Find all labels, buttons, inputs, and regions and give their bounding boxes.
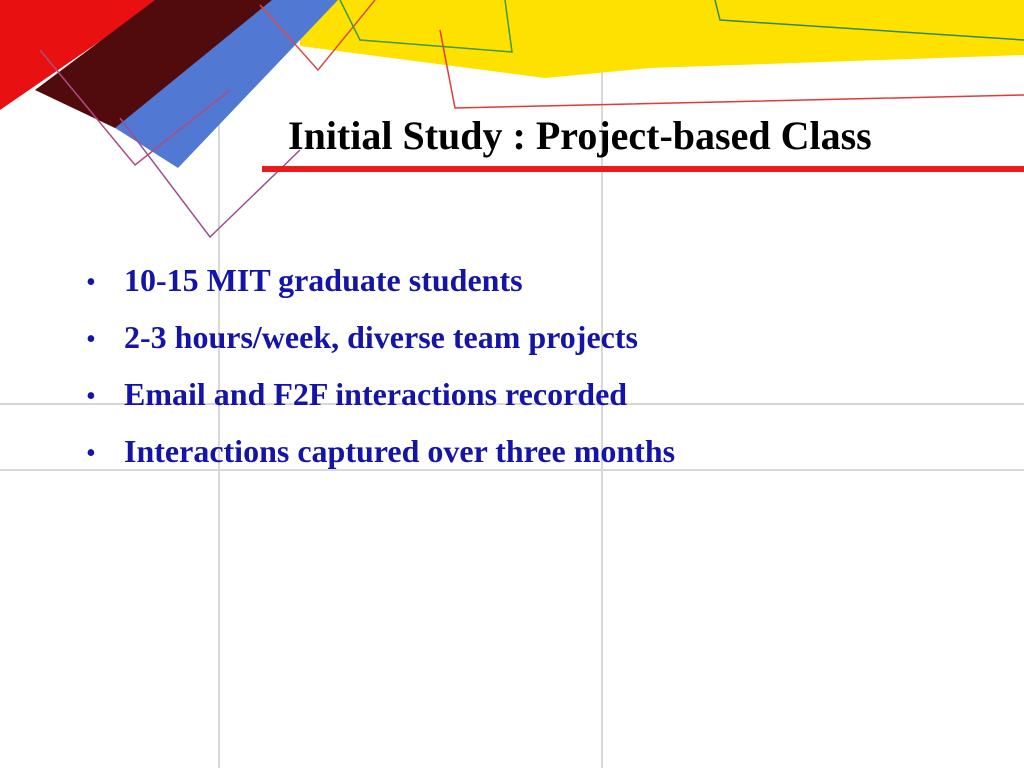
title-underline [262,166,1024,172]
bullet-icon: • [86,324,96,355]
bullet-text: Interactions captured over three months [124,433,676,469]
list-item [86,319,675,376]
bullet-icon: • [86,381,96,412]
bullet-list [86,262,675,490]
bullet-text: 2-3 hours/week, diverse team projects [124,319,638,355]
bullet-text: 10-15 MIT graduate students [124,262,523,298]
list-item [86,376,675,433]
yellow-band-shape [300,0,1024,78]
list-item [86,262,675,319]
slide-title: Initial Study : Project-based Class [288,113,872,158]
bullet-icon: • [86,438,96,469]
bullet-text: Email and F2F interactions recorded [124,376,628,412]
list-item [86,433,675,490]
bullet-icon: • [86,267,96,298]
